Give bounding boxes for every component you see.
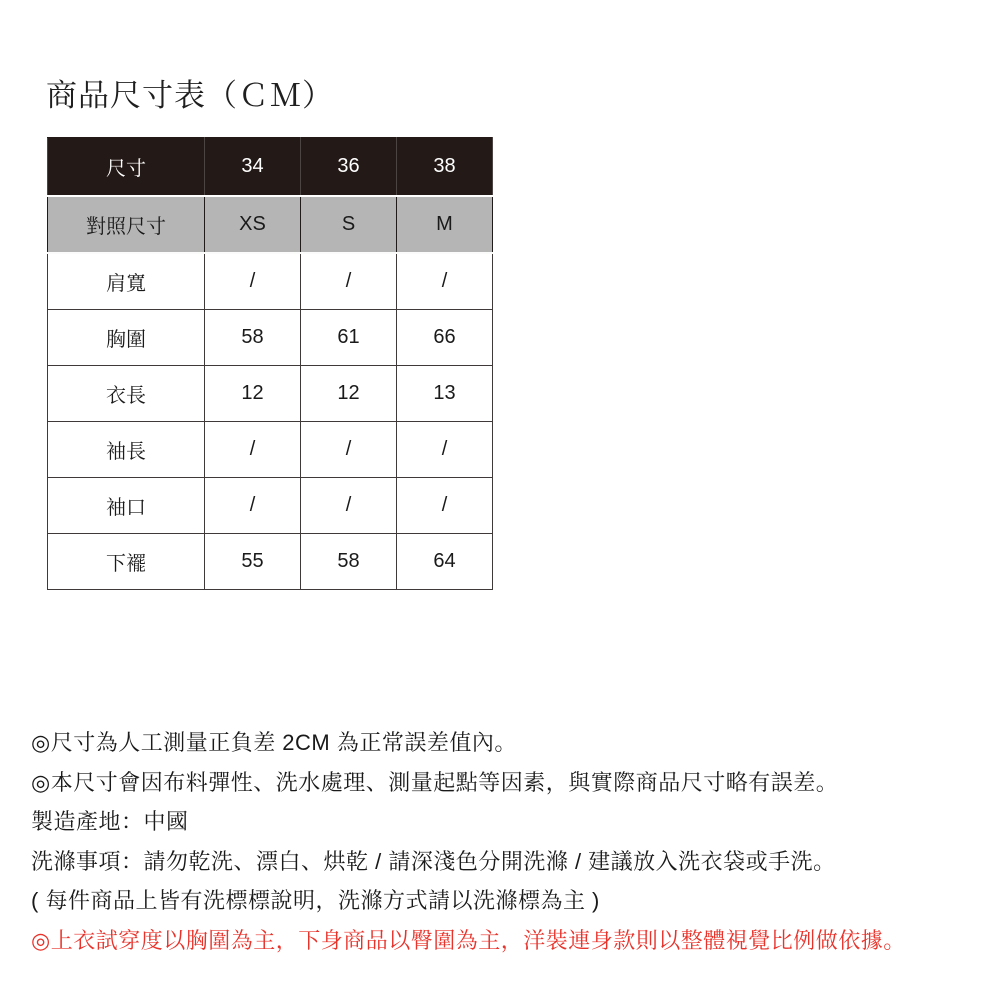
- table-cell: 66: [397, 310, 493, 366]
- note-tolerance: ◎尺寸為人工測量正負差 2CM 為正常誤差值內。: [31, 730, 517, 755]
- table-subheader-row: [48, 196, 493, 253]
- table-row-chest: [48, 310, 493, 366]
- header-size-cell: 36: [301, 138, 397, 197]
- table-cell: /: [397, 478, 493, 534]
- page-title: 商品尺寸表（ＣＭ）: [46, 78, 334, 113]
- row-label: 袖長: [48, 422, 205, 478]
- table-row-sleeve-length: [48, 422, 493, 478]
- size-table: [47, 137, 493, 590]
- header-label-cell: 尺寸: [48, 138, 205, 197]
- subheader-size-cell: S: [301, 196, 397, 253]
- table-cell: 64: [397, 534, 493, 590]
- table-cell: 13: [397, 366, 493, 422]
- row-label: 肩寬: [48, 253, 205, 310]
- table-cell: 12: [301, 366, 397, 422]
- row-label: 衣長: [48, 366, 205, 422]
- table-cell: /: [301, 253, 397, 310]
- note-variance: ◎本尺寸會因布料彈性、洗水處理、測量起點等因素，與實際商品尺寸略有誤差。: [31, 769, 839, 795]
- row-label: 胸圍: [48, 310, 205, 366]
- table-cell: 55: [205, 534, 301, 590]
- table-cell: /: [397, 253, 493, 310]
- header-size-cell: 38: [397, 138, 493, 197]
- table-cell: /: [205, 478, 301, 534]
- notes-block: [31, 723, 906, 960]
- note-origin: 製造產地：中國: [31, 809, 189, 834]
- note-fit-guide: ◎上衣試穿度以胸圍為主，下身商品以臀圍為主，洋裝連身款則以整體視覺比例做依據。: [31, 927, 906, 953]
- table-cell: /: [205, 253, 301, 310]
- table-cell: /: [205, 422, 301, 478]
- table-row-hem: [48, 534, 493, 590]
- table-row-shoulder: [48, 253, 493, 310]
- header-size-cell: 34: [205, 138, 301, 197]
- note-washing: 洗滌事項：請勿乾洗、漂白、烘乾 / 請深淺色分開洗滌 / 建議放入洗衣袋或手洗。: [31, 848, 836, 874]
- subheader-size-cell: XS: [205, 196, 301, 253]
- row-label: 袖口: [48, 478, 205, 534]
- table-cell: /: [301, 478, 397, 534]
- subheader-label-cell: 對照尺寸: [48, 196, 205, 253]
- subheader-size-cell: M: [397, 196, 493, 253]
- table-cell: 58: [301, 534, 397, 590]
- table-cell: 58: [205, 310, 301, 366]
- table-row-length: [48, 366, 493, 422]
- table-cell: 61: [301, 310, 397, 366]
- note-wash-label: ( 每件商品上皆有洗標標說明，洗滌方式請以洗滌標為主 ): [31, 888, 600, 913]
- table-cell: /: [397, 422, 493, 478]
- table-cell: 12: [205, 366, 301, 422]
- table-cell: /: [301, 422, 397, 478]
- table-header-row: [48, 138, 493, 197]
- table-row-cuff: [48, 478, 493, 534]
- row-label: 下襬: [48, 534, 205, 590]
